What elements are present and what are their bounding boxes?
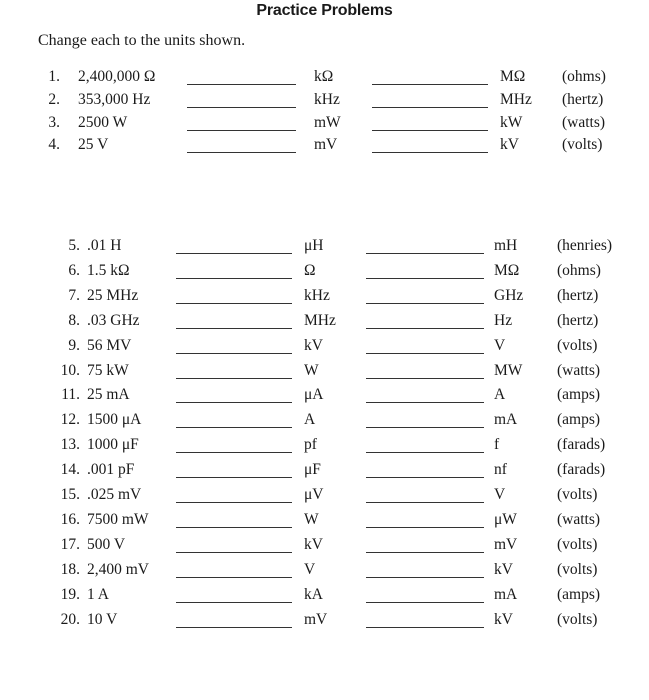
- answer-blank-1[interactable]: [187, 152, 296, 153]
- problem-value: 56 MV: [87, 336, 132, 354]
- target-unit-1: kV: [304, 336, 323, 354]
- problem-number: 10.: [60, 361, 80, 379]
- answer-blank-1[interactable]: [176, 427, 292, 428]
- answer-blank-1[interactable]: [176, 328, 292, 329]
- answer-blank-2[interactable]: [366, 577, 484, 578]
- problem-value: 25 MHz: [87, 286, 139, 304]
- target-unit-2: MΩ: [494, 261, 520, 279]
- problem-row: [0, 68, 649, 90]
- problem-number: 17.: [60, 535, 80, 553]
- target-unit-2: Hz: [494, 311, 513, 329]
- answer-blank-2[interactable]: [366, 303, 484, 304]
- unit-type: (farads): [557, 436, 606, 454]
- target-unit-1: W: [304, 361, 319, 379]
- answer-blank-1[interactable]: [176, 378, 292, 379]
- problem-value: 25 mA: [87, 386, 130, 404]
- target-unit-1: kHz: [304, 286, 330, 304]
- target-unit-2: mH: [494, 237, 518, 254]
- problem-row: [0, 511, 649, 533]
- problem-number: 11.: [61, 386, 80, 404]
- answer-blank-2[interactable]: [366, 552, 484, 553]
- problem-value: 500 V: [87, 535, 126, 553]
- problem-number: 3.: [48, 113, 60, 131]
- problem-row: [0, 362, 649, 384]
- target-unit-1: μH: [304, 237, 324, 254]
- problem-row: [0, 486, 649, 508]
- problem-row: [0, 114, 649, 136]
- problem-number: 8.: [68, 311, 80, 329]
- unit-type: (hertz): [557, 311, 599, 329]
- unit-type: (ohms): [562, 68, 606, 85]
- target-unit-2: kV: [494, 560, 513, 578]
- problem-value: .025 mV: [87, 486, 142, 503]
- answer-blank-2[interactable]: [366, 353, 484, 354]
- target-unit-1: mV: [314, 136, 338, 154]
- problem-value: .001 pF: [87, 461, 135, 479]
- problem-row: [0, 237, 649, 259]
- problem-row: [0, 411, 649, 433]
- problem-row: [0, 337, 649, 359]
- problem-row: [0, 586, 649, 608]
- answer-blank-2[interactable]: [372, 84, 488, 85]
- problem-row: [0, 536, 649, 558]
- target-unit-2: f: [494, 436, 500, 454]
- answer-blank-1[interactable]: [176, 452, 292, 453]
- target-unit-2: mA: [494, 411, 518, 429]
- problem-row: [0, 461, 649, 483]
- answer-blank-1[interactable]: [176, 253, 292, 254]
- answer-blank-1[interactable]: [176, 278, 292, 279]
- unit-type: (amps): [557, 411, 601, 429]
- problem-number: 9.: [68, 336, 80, 354]
- problem-value: 2500 W: [78, 113, 128, 131]
- target-unit-1: kA: [304, 585, 323, 603]
- answer-blank-2[interactable]: [366, 378, 484, 379]
- target-unit-2: A: [494, 386, 506, 404]
- target-unit-1: μA: [304, 386, 324, 404]
- problem-value: 75 kW: [87, 361, 129, 379]
- problem-number: 16.: [60, 510, 80, 528]
- problem-number: 5.: [68, 237, 80, 254]
- target-unit-2: kV: [494, 610, 513, 628]
- problem-value: 7500 mW: [87, 510, 149, 528]
- problem-value: 2,400,000 Ω: [78, 68, 156, 85]
- target-unit-1: mW: [314, 113, 341, 131]
- target-unit-2: MHz: [500, 90, 532, 108]
- answer-blank-2[interactable]: [366, 627, 484, 628]
- problem-number: 15.: [60, 486, 80, 503]
- target-unit-1: kHz: [314, 90, 340, 108]
- problem-value: 1000 μF: [87, 436, 139, 454]
- answer-blank-2[interactable]: [372, 107, 488, 108]
- unit-type: (volts): [557, 535, 598, 553]
- unit-type: (volts): [557, 336, 598, 354]
- unit-type: (ohms): [557, 261, 601, 279]
- answer-blank-2[interactable]: [372, 152, 488, 153]
- unit-type: (henries): [557, 237, 613, 254]
- target-unit-2: MW: [494, 361, 523, 379]
- problem-number: 7.: [68, 286, 80, 304]
- problem-row: [0, 561, 649, 583]
- target-unit-2: V: [494, 336, 506, 354]
- unit-type: (hertz): [562, 90, 604, 108]
- problem-value: 1500 μA: [87, 411, 142, 429]
- problem-value: 1.5 kΩ: [87, 261, 130, 279]
- answer-blank-1[interactable]: [176, 303, 292, 304]
- problem-number: 18.: [60, 560, 80, 578]
- answer-blank-1[interactable]: [176, 627, 292, 628]
- target-unit-1: V: [304, 560, 316, 578]
- answer-blank-1[interactable]: [176, 527, 292, 528]
- target-unit-2: kW: [500, 113, 523, 131]
- problem-row: [0, 386, 649, 408]
- problem-number: 13.: [60, 436, 80, 454]
- unit-type: (volts): [557, 486, 598, 503]
- instructions: Change each to the units shown.: [38, 32, 246, 49]
- answer-blank-1[interactable]: [176, 402, 292, 403]
- answer-blank-1[interactable]: [187, 84, 296, 85]
- problem-number: 12.: [60, 411, 80, 429]
- answer-blank-2[interactable]: [366, 502, 484, 503]
- target-unit-1: kV: [304, 535, 323, 553]
- target-unit-1: μV: [304, 486, 324, 503]
- answer-blank-1[interactable]: [176, 577, 292, 578]
- problem-row: [0, 262, 649, 284]
- target-unit-2: V: [494, 486, 506, 503]
- target-unit-2: nf: [494, 461, 507, 479]
- problem-number: 14.: [60, 461, 80, 479]
- target-unit-1: μF: [304, 461, 321, 479]
- unit-type: (amps): [557, 386, 601, 404]
- problem-row: [0, 312, 649, 334]
- unit-type: (farads): [557, 461, 606, 479]
- answer-blank-2[interactable]: [366, 328, 484, 329]
- target-unit-2: mA: [494, 585, 518, 603]
- unit-type: (amps): [557, 585, 601, 603]
- problem-value: 1 A: [87, 585, 109, 603]
- unit-type: (watts): [557, 361, 601, 379]
- problem-value: 25 V: [78, 136, 109, 154]
- target-unit-1: MHz: [304, 311, 336, 329]
- answer-blank-2[interactable]: [366, 253, 484, 254]
- answer-blank-1[interactable]: [176, 502, 292, 503]
- answer-blank-2[interactable]: [366, 452, 484, 453]
- problem-row: [0, 611, 649, 633]
- target-unit-1: mV: [304, 610, 328, 628]
- problem-row: [0, 287, 649, 309]
- target-unit-2: kV: [500, 136, 519, 154]
- target-unit-1: W: [304, 510, 319, 528]
- problem-number: 20.: [60, 610, 80, 628]
- answer-blank-1[interactable]: [176, 477, 292, 478]
- problem-value: .03 GHz: [87, 311, 140, 329]
- target-unit-1: pf: [304, 436, 317, 454]
- unit-type: (volts): [557, 560, 598, 578]
- answer-blank-1[interactable]: [176, 602, 292, 603]
- target-unit-1: Ω: [304, 261, 316, 279]
- unit-type: (volts): [562, 136, 603, 154]
- unit-type: (watts): [557, 510, 601, 528]
- answer-blank-1[interactable]: [176, 552, 292, 553]
- answer-blank-2[interactable]: [366, 527, 484, 528]
- target-unit-2: MΩ: [500, 68, 526, 85]
- target-unit-2: mV: [494, 535, 518, 553]
- problem-value: .01 H: [87, 237, 122, 254]
- unit-type: (hertz): [557, 286, 599, 304]
- problem-number: 4.: [48, 136, 60, 154]
- problem-number: 2.: [48, 90, 60, 108]
- answer-blank-2[interactable]: [372, 130, 488, 131]
- problem-value: 2,400 mV: [87, 560, 149, 578]
- answer-blank-2[interactable]: [366, 602, 484, 603]
- problem-value: 10 V: [87, 610, 118, 628]
- problem-number: 6.: [68, 261, 80, 279]
- answer-blank-2[interactable]: [366, 477, 484, 478]
- page-title: Practice Problems: [256, 2, 393, 19]
- answer-blank-1[interactable]: [187, 130, 296, 131]
- problem-row: [0, 436, 649, 458]
- problem-number: 1.: [48, 68, 60, 85]
- unit-type: (volts): [557, 610, 598, 628]
- problem-row: [0, 136, 649, 158]
- answer-blank-2[interactable]: [366, 278, 484, 279]
- problem-value: 353,000 Hz: [78, 90, 151, 108]
- target-unit-1: kΩ: [314, 68, 334, 85]
- target-unit-1: A: [304, 411, 316, 429]
- problem-row: [0, 91, 649, 113]
- answer-blank-1[interactable]: [187, 107, 296, 108]
- answer-blank-1[interactable]: [176, 353, 292, 354]
- problem-number: 19.: [60, 585, 80, 603]
- unit-type: (watts): [562, 113, 606, 131]
- answer-blank-2[interactable]: [366, 402, 484, 403]
- target-unit-2: GHz: [494, 286, 524, 304]
- answer-blank-2[interactable]: [366, 427, 484, 428]
- target-unit-2: μW: [494, 510, 517, 528]
